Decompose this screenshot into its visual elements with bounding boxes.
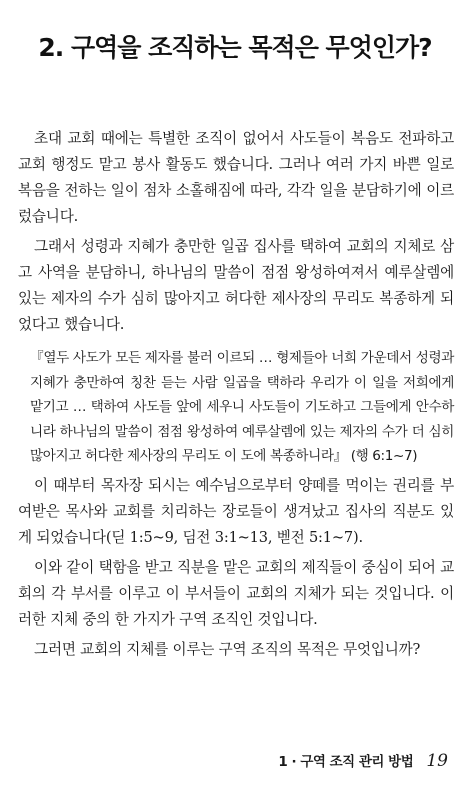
paragraph-3: 이 때부터 목자장 되시는 예수님으로부터 양떼를 먹이는 권리를 부여받은 목사와 교회를 치리하는 장로들이 생겨났고 집사의 직분도 있게 되었습니다(딛 1:5~9, 딤전 3:1~13, 벧전 5:1~7). xyxy=(18,476,454,546)
page-title: 2. 구역을 조직하는 목적은 무엇인가? xyxy=(38,33,432,62)
scripture-quote: 『열두 사도가 모든 제자를 불러 이르되 … 형제들아 너희 가운데서 성령과 지혜가 충만하여 칭찬 듣는 사람 일곱을 택하라 우리가 이 일을 저희에게 맡기고 … 택하여 사도들 앞에 세우니 사도들이 기도하고 그들에게 안수하니라 하나님의 말씀이 점점 왕성하여 예루살렘에 있는 제자의 수가 더 심히 많아지고 허다한 제사장의 무리도 이 도에 복종하니라』 (행 6:1~7) xyxy=(30,350,454,464)
paragraph-5: 그러면 교회의 지체를 이루는 구역 조직의 목적은 무엇입니까? xyxy=(34,640,421,658)
page-body xyxy=(18,126,454,667)
page-number: 19 xyxy=(426,751,448,771)
paragraph-2: 그래서 성령과 지혜가 충만한 일곱 집사를 택하여 교회의 지체로 삼고 사역을 분담하니, 하나님의 말씀이 점점 왕성하여져서 예루살렘에 있는 제자의 수가 심히 많아지고 허다한 제사장의 무리도 복종하게 되었다고 했습니다. xyxy=(18,238,454,333)
page-footer xyxy=(278,750,448,771)
running-footer-section: 1 · 구역 조직 관리 방법 xyxy=(278,754,414,770)
paragraph-1: 초대 교회 때에는 특별한 조직이 없어서 사도들이 복음도 전파하고 교회 행정도 맡고 봉사 활동도 했습니다. 그러나 여러 가지 바쁜 일로 복음을 전하는 일이 점차 소홀해짐에 따라, 각각 일을 분담하기에 이르렀습니다. xyxy=(18,130,454,225)
paragraph-4: 이와 같이 택함을 받고 직분을 맡은 교회의 제직들이 중심이 되어 교회의 각 부서를 이루고 이 부서들이 교회의 지체가 되는 것입니다. 이러한 지체 중의 한 가지가 구역 조직인 것입니다. xyxy=(18,558,454,628)
